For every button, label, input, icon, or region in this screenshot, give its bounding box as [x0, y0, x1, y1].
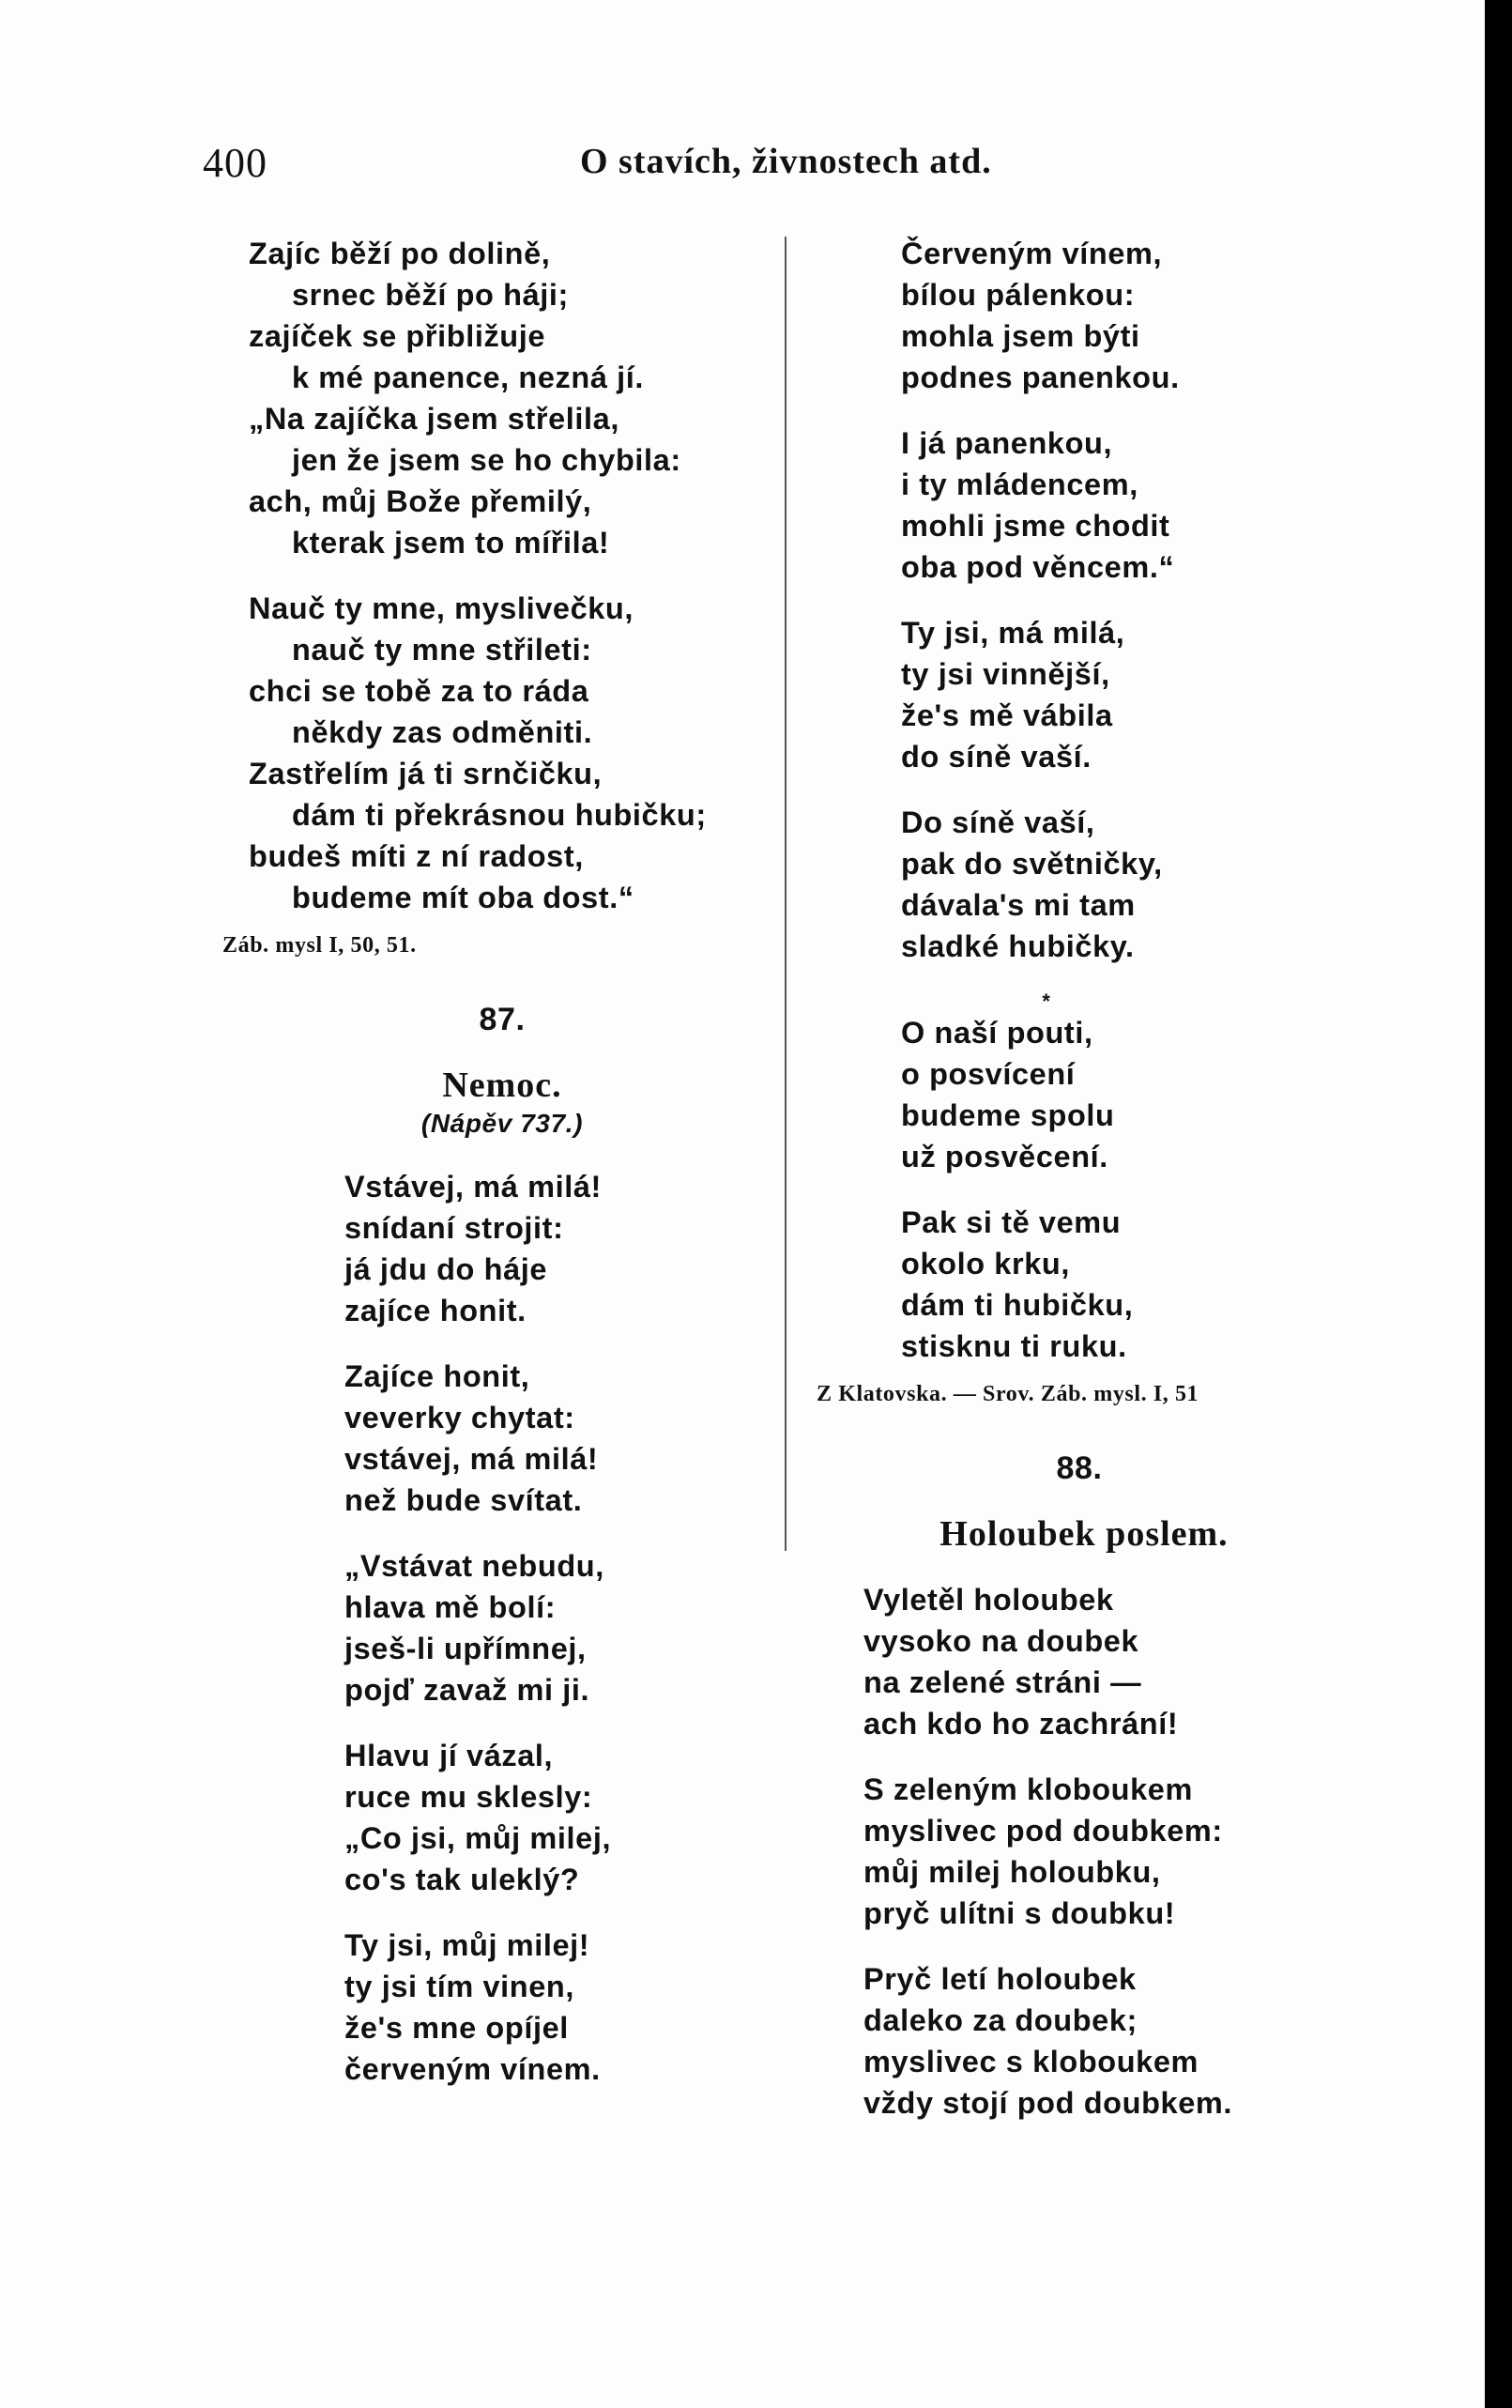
stanza: [901, 422, 1342, 588]
verse-line: že's mne opíjel: [344, 2011, 569, 2045]
verse-line: hlava mě bolí:: [344, 1590, 557, 1624]
verse-line: O naší pouti,: [901, 1016, 1093, 1050]
verse-line: já jdu do háje: [344, 1252, 548, 1286]
verse-line: pak do světničky,: [901, 847, 1163, 881]
verse-line: než bude svítat.: [344, 1483, 583, 1517]
stanza: [344, 1356, 756, 1521]
verse-line: oba pod věncem.“: [901, 550, 1175, 584]
verse-line: ach, můj Bože přemilý,: [249, 484, 592, 518]
verse-line: Pryč letí holoubek: [863, 1962, 1137, 1996]
verse-line: vysoko na doubek: [863, 1624, 1139, 1658]
verse-line: „Na zajíčka jsem střelila,: [249, 402, 619, 436]
verse-line: ty jsi tím vinen,: [344, 1970, 574, 2003]
verse-line: jseš-li upřímnej,: [344, 1632, 587, 1665]
stanza: [344, 1545, 756, 1710]
verse-line: srnec běží po háji;: [292, 278, 569, 312]
verse-line: už posvěcení.: [901, 1140, 1108, 1173]
verse-line: k mé panence, nezná jí.: [292, 360, 645, 394]
verse-line: „Vstávat nebudu,: [344, 1549, 604, 1583]
stanza: [249, 233, 756, 563]
verse-line: můj milej holoubku,: [863, 1855, 1161, 1889]
verse-line: stisknu ti ruku.: [901, 1329, 1127, 1363]
song-number: 87.: [479, 1002, 526, 1037]
verse-line: o posvícení: [901, 1057, 1076, 1091]
verse-line: ach kdo ho zachrání!: [863, 1707, 1179, 1741]
stanza: [901, 612, 1342, 777]
verse-line: myslivec pod doubkem:: [863, 1814, 1223, 1848]
verse-line: snídaní strojit:: [344, 1211, 564, 1245]
verse-line: Hlavu jí vázal,: [344, 1739, 554, 1772]
verse-line: co's tak uleklý?: [344, 1863, 580, 1896]
verse-line: budeme spolu: [901, 1098, 1115, 1132]
verse-line: dávala's mi tam: [901, 888, 1136, 922]
stanza: [901, 802, 1342, 967]
verse-line: někdy zas odměniti.: [292, 715, 593, 749]
verse-line: S zeleným kloboukem: [863, 1772, 1193, 1806]
verse-line: podnes panenkou.: [901, 360, 1180, 394]
verse-line: budeš míti z ní radost,: [249, 839, 584, 873]
verse-line: dám ti překrásnou hubičku;: [292, 798, 707, 832]
song-number: 88.: [1056, 1450, 1103, 1486]
verse-line: sladké hubičky.: [901, 929, 1135, 963]
verse-line: zajíce honit.: [344, 1294, 527, 1327]
star-ornament: *: [1042, 989, 1051, 1013]
verse-line: Zajíc běží po dolině,: [249, 237, 551, 270]
song-title: Nemoc.: [442, 1066, 562, 1105]
verse-line: kterak jsem to mířila!: [292, 526, 610, 560]
verse-line: Nauč ty mne, myslivečku,: [249, 591, 634, 625]
verse-line: zajíček se přibližuje: [249, 319, 546, 353]
stanza: [901, 1202, 1342, 1367]
verse-line: pojď zavaž mi ji.: [344, 1673, 590, 1707]
verse-line: Zajíce honit,: [344, 1359, 530, 1393]
verse-line: I já panenkou,: [901, 426, 1113, 460]
verse-line: budeme mít oba dost.“: [292, 881, 634, 914]
song-title: Holoubek poslem.: [939, 1514, 1229, 1554]
left-column: [222, 233, 756, 2114]
verse-line: bílou pálenkou:: [901, 278, 1136, 312]
verse-line: na zelené stráni —: [863, 1665, 1142, 1699]
verse-line: Ty jsi, můj milej!: [344, 1928, 590, 1962]
verse-line: pryč ulítni s doubku!: [863, 1896, 1176, 1930]
verse-line: „Co jsi, můj milej,: [344, 1821, 612, 1855]
song-tune-reference: (Nápěv 737.): [420, 1109, 584, 1138]
column-divider: [785, 237, 787, 1551]
verse-line: daleko za doubek;: [863, 2003, 1138, 2037]
verse-line: Vstávej, má milá!: [344, 1170, 602, 1204]
verse-line: Vyletěl holoubek: [863, 1583, 1114, 1617]
verse-line: i ty mládencem,: [901, 468, 1138, 501]
running-head: O stavích, živnostech atd.: [580, 142, 992, 181]
source-note: Z Klatovska. — Srov. Záb. mysl. I, 51: [817, 1382, 1199, 1406]
verse-line: Ty jsi, má milá,: [901, 616, 1125, 650]
stanza: [249, 588, 756, 918]
verse-line: do síně vaší.: [901, 740, 1092, 774]
stanza: [863, 1958, 1342, 2124]
stanza: [344, 1166, 756, 1331]
verse-line: Zastřelím já ti srnčičku,: [249, 757, 603, 790]
song-stanzas: [863, 1579, 1342, 2124]
verse-line: veverky chytat:: [344, 1401, 575, 1434]
verse-line: Červeným vínem,: [901, 237, 1163, 270]
verse-line: červeným vínem.: [344, 2052, 601, 2086]
verse-line: Do síně vaší,: [901, 805, 1095, 839]
stanza: [863, 1579, 1342, 1744]
stanza: [344, 1925, 756, 2090]
verse-line: ruce mu sklesly:: [344, 1780, 593, 1814]
verse-line: vždy stojí pod doubkem.: [863, 2086, 1232, 2120]
verse-line: nauč ty mne střileti:: [292, 633, 592, 667]
verse-line: jen že jsem se ho chybila:: [292, 443, 681, 477]
stanza: [901, 1012, 1342, 1177]
page-number: 400: [203, 140, 267, 186]
verse-line: že's mě vábila: [901, 698, 1113, 732]
verse-line: okolo krku,: [901, 1247, 1070, 1281]
stanza: [344, 1735, 756, 1900]
verse-line: dám ti hubičku,: [901, 1288, 1134, 1322]
right-poem-stanzas-b: [901, 1012, 1342, 1367]
verse-line: ty jsi vinnější,: [901, 657, 1110, 691]
verse-line: vstávej, má milá!: [344, 1442, 599, 1476]
left-poem-stanzas-a: [249, 233, 756, 918]
right-poem-stanzas-a: [901, 233, 1342, 967]
right-column: [817, 233, 1342, 2148]
source-note: Záb. mysl I, 50, 51.: [222, 933, 417, 958]
verse-line: myslivec s kloboukem: [863, 2045, 1199, 2078]
verse-line: chci se tobě za to ráda: [249, 674, 589, 708]
verse-line: mohla jsem býti: [901, 319, 1140, 353]
song-stanzas: [249, 1166, 756, 2090]
verse-line: mohli jsme chodit: [901, 509, 1170, 543]
stanza: [863, 1769, 1342, 1934]
verse-line: Pak si tě vemu: [901, 1205, 1122, 1239]
stanza: [901, 233, 1342, 398]
